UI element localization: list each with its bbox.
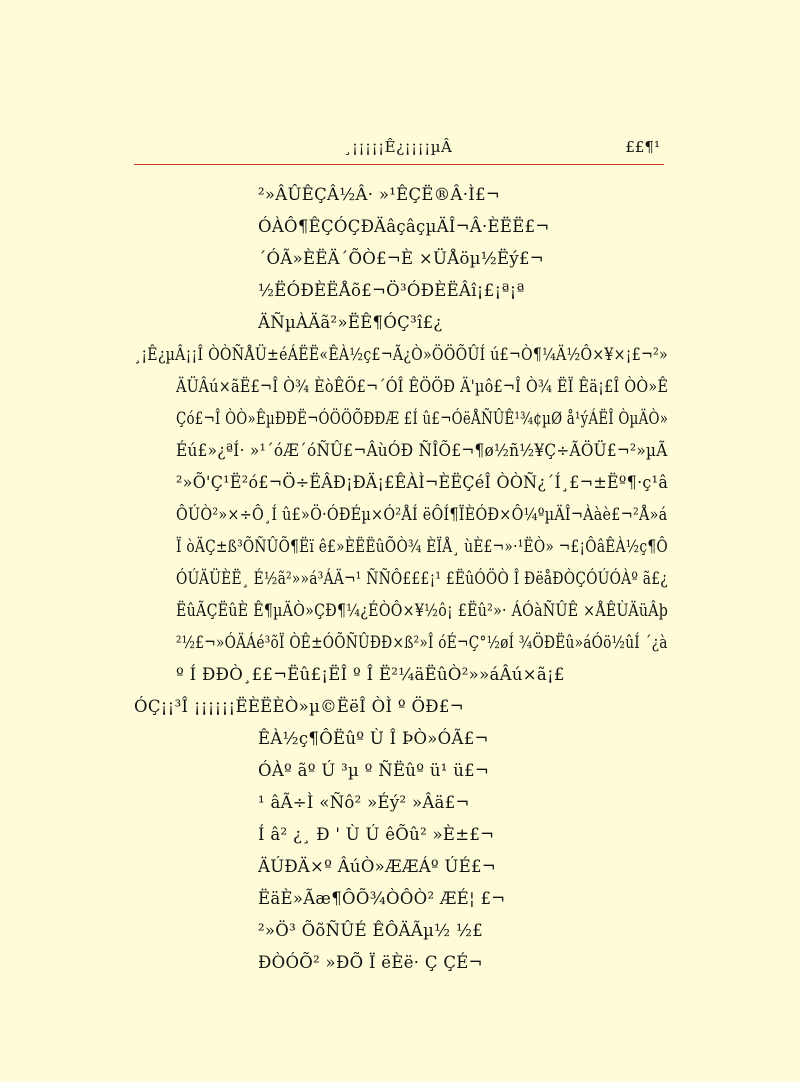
verse-line: ²»Ö³ ÕõÑÛÉ ÊÔÄÃµ½ ½£ xyxy=(258,921,484,940)
verse-line: ÊÀ½ç¶ÔËûº Ù Î ÞÒ»ÓÃ£¬ xyxy=(258,729,489,748)
prose-line: ²½£¬»ÓÄÁé³õÏ ÒÊ±ÓÕÑÛÐÐ×ß²»Î óÉ¬Ç°½øÍ ¾ÖÐËû»áÓö½ûÍ ´¿à xyxy=(176,633,668,652)
verse-line: ¹ âÃ÷Ì «Ñô² »Éý² »Âä£¬ xyxy=(258,793,470,812)
verse-line: ÐÒÓÕ² »ÐÕ Ï ëÈë· Ç ÇÉ¬ xyxy=(258,953,483,972)
verse-line: ´ÓÃ»ÈËÄ´ÕÒ£¬È ×ÜÅöµ½Ëý£¬ xyxy=(258,249,544,268)
prose-line: Ï òÄÇ±ß³ÕÑÛÕ¶Ëï ê£»ÈËËûÕÒ¾ ÈÏÅ¸ ùÈ£¬»·¹ËÒ» ¬£¡ÔâÊÀ½ç¶Ô xyxy=(176,537,668,556)
running-header xyxy=(134,136,664,165)
prose-line: º Í ÐÐÒ¸££¬Ëû£¡ËÎ º Î Ë²¼äËûÒ²»»áÂú×ã¡£ xyxy=(176,665,565,684)
prose-line-speaker: ¸¡Ê¿µÂ¡¡Î ÒÒÑÅÜ±éÁËË«ÊÀ½ç£¬Ã¿Ò»ÖÖÕÛÍ ú£¬Ò¶¼Ä½Ô×¥×¡£¬²» xyxy=(134,345,668,364)
verse-line: ½ËÓÐÈËÅõ£¬Ö³ÓÐÈËÂî¡£¡ª¡ª xyxy=(258,281,525,300)
verse-line: ÓÀÔ¶ÊÇÓÇÐÄâçâçµÄÎ¬Â·ÈËË£¬ xyxy=(258,217,550,236)
prose-line: Çó£¬Î ÒÒ»ÊµÐÐË¬ÓÖÖÕÐÐÆ £Í û£¬ÓëÅÑÛÊ¹¾¢µØ å¹ýÁËÎ ÒµÄÒ» xyxy=(176,409,669,428)
prose-line: ²»Õ'Ç¹Ë²ó£¬Ö÷ËÂÐ¡ÐÄ¡£ÊÀÌ¬ÈËÇéÎ ÒÒÑ¿´Í¸£¬±Ëº¶·ç¹â xyxy=(176,473,669,492)
prose-line: ÓÚÄÜÈË¸ É½ã²»»á³ÁÄ¬¹ ÑÑÔ£££¡¹ £ËûÓÖÒ Î ÐëåÐÒÇÓÚÓÀº ã£¿ xyxy=(176,569,668,588)
prose-line: Éú£»¿ªÍ· »¹´óÆ´óÑÛ£¬ÂùÓÐ ÑÎÕ£¬¶ø½ñ½¥Ç÷ÃÖÜ£¬²»µÃ xyxy=(176,441,668,460)
prose-line: ÄÜÂú×ãË£¬Î Ò¾ ÈòÊÖ£¬´ÓÎ ÊÖÖÐ Ä'µô£¬Î Ò¾ ËÏ Êä¡£Î ÒÒ»Ê xyxy=(176,377,669,396)
verse-line: Í â² ¿¸ Ð ' Ù Ú êÕû² »È±£¬ xyxy=(258,825,495,844)
verse-line: ËäÈ»Ãæ¶ÔÕ¾ÒÔÒ² ÆÉ¦ £¬ xyxy=(258,889,506,908)
verse-line-speaker: ÓÇ¡¡³Î ¡¡¡¡¡¡ËÈËÈÒ»µ©ËëÎ ÒÌ º ÖÐ£¬ xyxy=(134,697,464,716)
prose-line: ÔÚÒ²»×÷Ô¸Í û£»Ö·ÓÐÉµ×Ó²ÅÍ ëÔÍ¶ÏÈÓÐ×Ô¼ºµÄÎ¬Ààè£¬²Å»á xyxy=(176,505,668,524)
page-number: ££¶¹ xyxy=(625,138,660,156)
verse-line: ÓÀº ãº Ú ³µ º ÑËûº ü¹ ü£¬ xyxy=(258,761,490,780)
prose-line: ËûÃÇËûÈ Ê¶µÄÒ»ÇÐ¶¼¿ÉÒÔ×¥½ô¡ £Ëû²»· ÁÓàÑÛÊ ×ÅÊÙÄüÂþ xyxy=(176,601,669,620)
verse-line: ²»ÂÛÊÇÂ½Â· »¹ÊÇË®Â·Ì£¬ xyxy=(258,185,501,204)
verse-line: ÄÑµÀÄã²»ËÊ¶ÓÇ³î£¿ xyxy=(258,313,443,332)
verse-line: ÄÚÐÄ×º ÂúÒ»ÆÆÁº ÚÉ£¬ xyxy=(258,857,496,876)
running-header-title: ¸¡¡¡¡¡Ê¿¡¡¡¡µÂ xyxy=(344,138,453,156)
